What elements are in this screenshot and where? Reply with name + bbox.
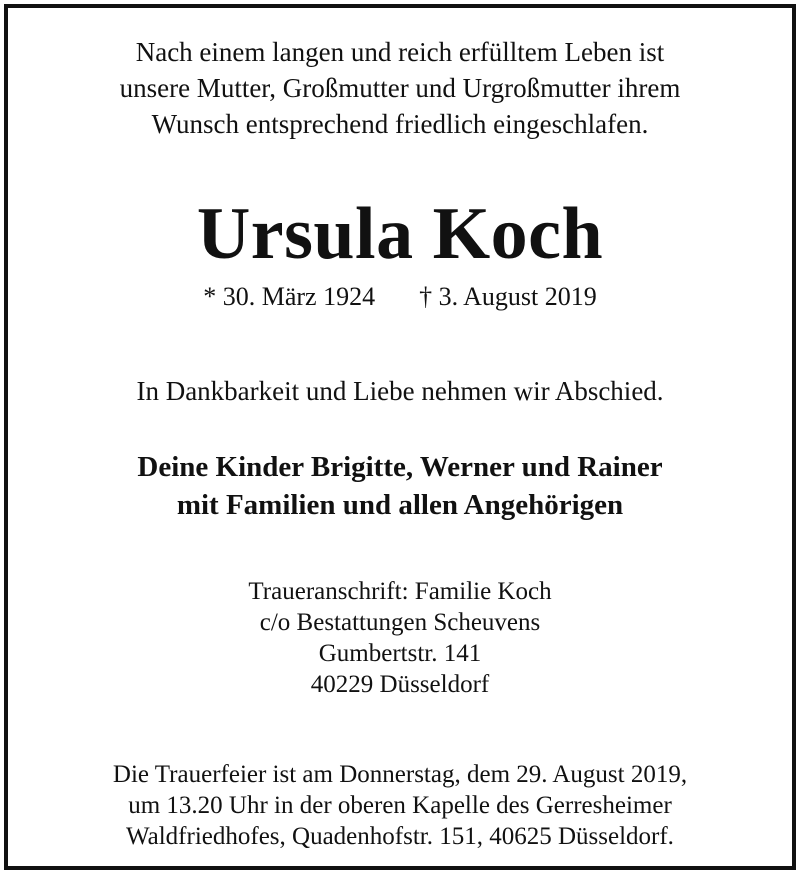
death-date: † 3. August 2019 (419, 282, 597, 311)
birth-date: * 30. März 1924 (203, 282, 376, 311)
address-line: c/o Bestattungen Scheuvens (259, 609, 541, 636)
service-line: um 13.20 Uhr in der oberen Kapelle des Gerresheimer (128, 792, 672, 819)
address-line: 40229 Düsseldorf (310, 671, 490, 698)
family-line: mit Familien und allen Angehörigen (176, 489, 624, 521)
intro-line: unsere Mutter, Großmutter und Urgroßmutter ihrem (119, 73, 681, 103)
life-dates (8, 281, 792, 313)
address-line: Gumbertstr. 141 (318, 640, 482, 667)
family-line: Deine Kinder Brigitte, Werner und Rainer (137, 451, 663, 483)
intro-line: Nach einem langen und reich erfülltem Leben ist (135, 37, 665, 67)
deceased-name: Ursula Koch (196, 193, 604, 275)
service-line: Die Trauerfeier ist am Donnerstag, dem 29. August 2019, (112, 761, 688, 788)
service-line: Waldfriedhofes, Quadenhofstr. 151, 40625 Düsseldorf. (126, 823, 674, 850)
intro-line: Wunsch entsprechend friedlich eingeschlafen. (151, 109, 649, 139)
farewell-text: In Dankbarkeit und Liebe nehmen wir Abschied. (136, 376, 664, 406)
address-line: Traueranschrift: Familie Koch (248, 578, 552, 605)
